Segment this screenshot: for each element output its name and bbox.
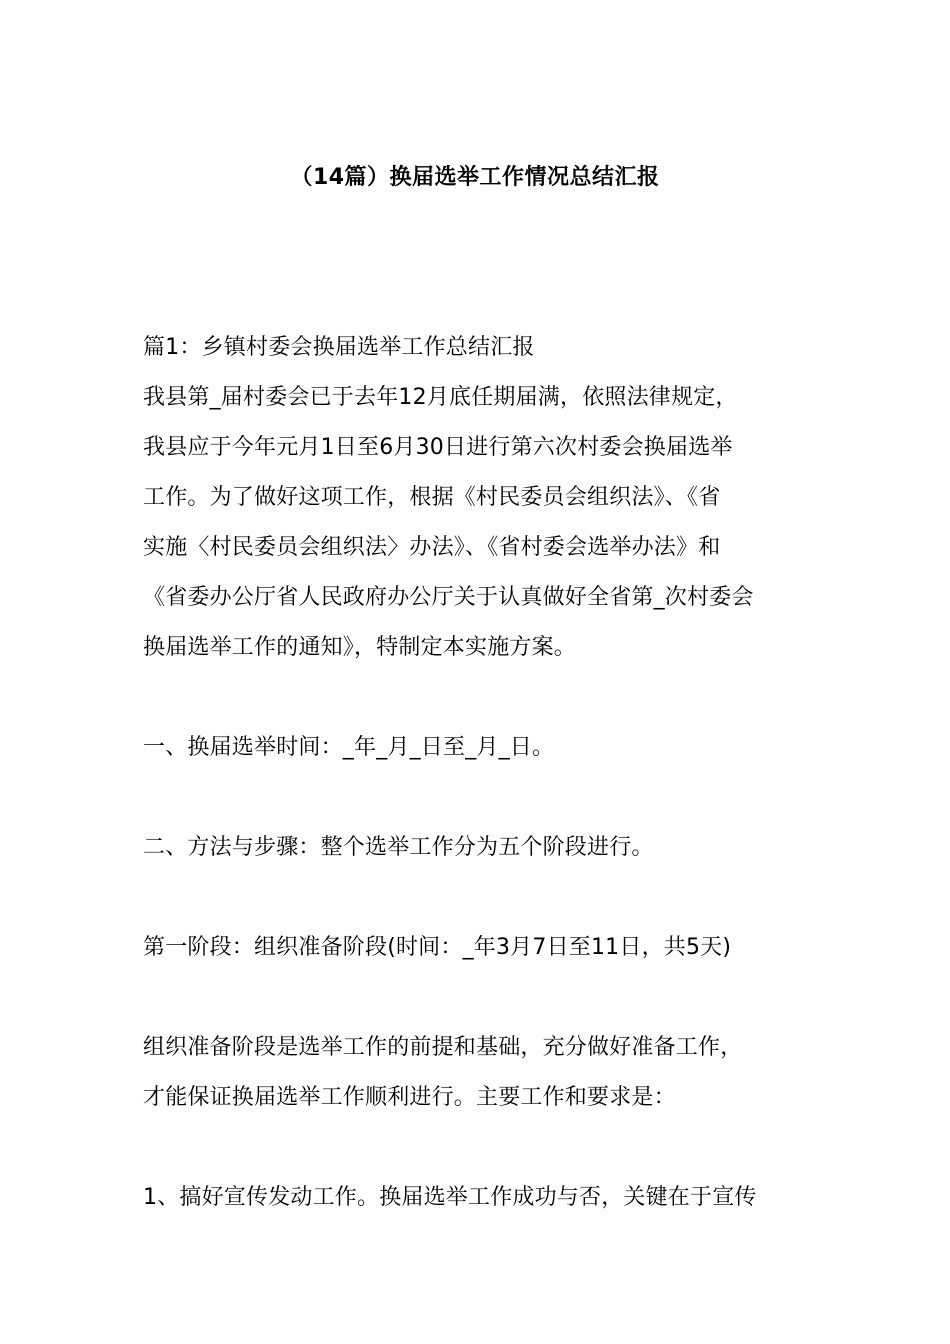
section-1 xyxy=(143,323,813,673)
section-1-heading: 篇1：乡镇村委会换届选举工作总结汇报 xyxy=(143,335,535,360)
paragraph-line: 第一阶段：组织准备阶段(时间：_年3月7日至11日，共5天) xyxy=(143,935,732,960)
document-title: （14篇）换届选举工作情况总结汇报 xyxy=(290,165,660,190)
paragraph-line: 《省委办公厅省人民政府办公厅关于认真做好全省第_次村委会 xyxy=(143,585,754,610)
paragraph-line: 一、换届选举时间：_年_月_日至_月_日。 xyxy=(143,735,555,760)
paragraph-line: 组织准备阶段是选举工作的前提和基础，充分做好准备工作， xyxy=(143,1035,743,1060)
paragraph-line: 工作。为了做好这项工作，根据《村民委员会组织法》、《省 xyxy=(143,485,721,510)
paragraph-line: 换届选举工作的通知》，特制定本实施方案。 xyxy=(143,635,577,660)
paragraph-line: 实施〈村民委员会组织法〉办法》、《省村委会选举办法》和 xyxy=(143,535,721,560)
item-2-methods-steps xyxy=(143,823,813,873)
stage-1-description xyxy=(143,1023,813,1123)
paragraph-line: 我县第_届村委会已于去年12月底任期届满，依照法律规定， xyxy=(143,385,738,410)
paragraph-line: 1、搞好宣传发动工作。换届选举工作成功与否，关键在于宣传 xyxy=(143,1185,757,1210)
point-1 xyxy=(143,1173,813,1223)
paragraph-line: 我县应于今年元月1日至6月30日进行第六次村委会换届选举 xyxy=(143,435,733,460)
paragraph-line: 才能保证换届选举工作顺利进行。主要工作和要求是： xyxy=(143,1085,676,1110)
paragraph-line: 二、方法与步骤：整个选举工作分为五个阶段进行。 xyxy=(143,835,654,860)
item-1-election-time xyxy=(143,723,813,773)
stage-1-heading xyxy=(143,923,813,973)
